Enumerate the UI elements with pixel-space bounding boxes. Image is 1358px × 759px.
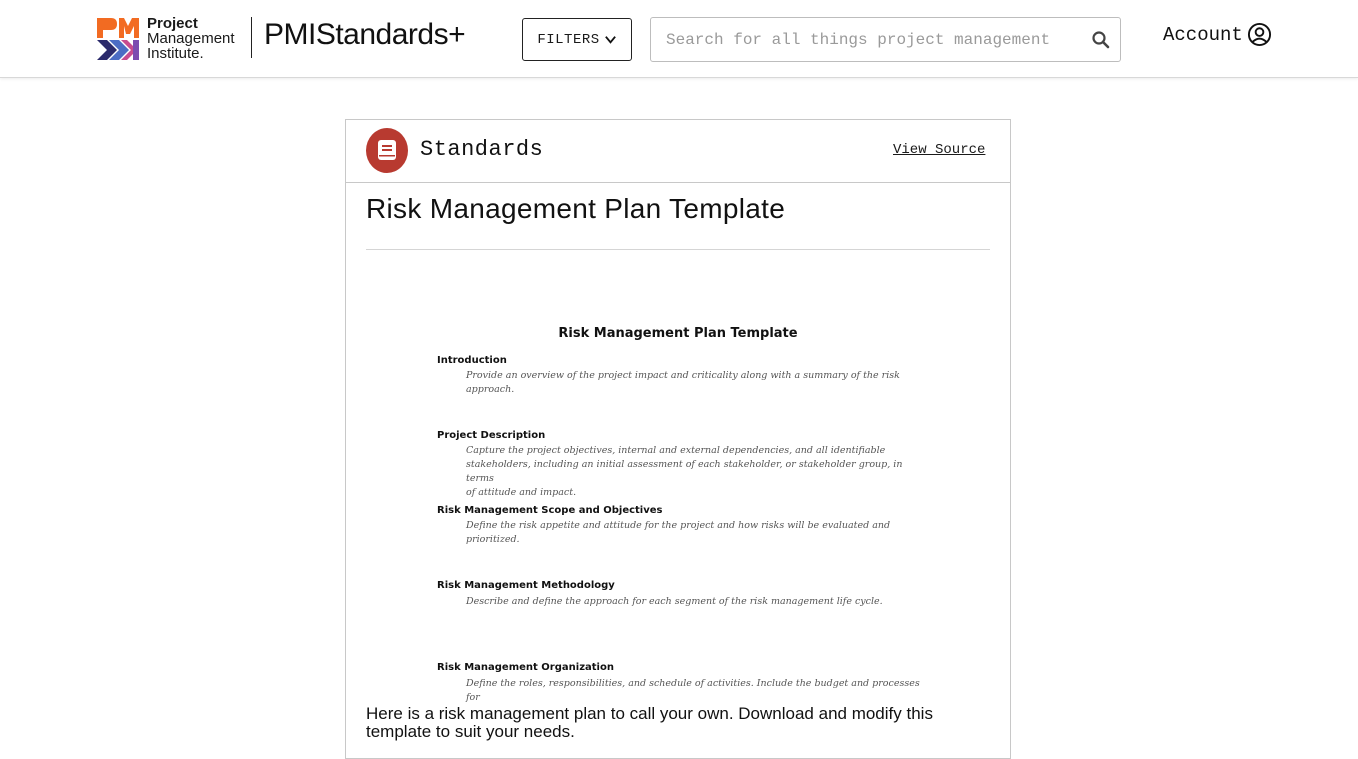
- filters-button[interactable]: [522, 18, 632, 61]
- filters-label: FILTERS: [537, 31, 600, 48]
- doc-section-text: [466, 369, 926, 397]
- search-input[interactable]: [666, 18, 1086, 61]
- resource-summary: Here is a risk management plan to call your own. Download and modify this template to suit your needs.: [366, 704, 933, 741]
- doc-section-text: [466, 677, 926, 705]
- category-badge: [366, 128, 408, 173]
- user-circle-icon: [1247, 22, 1272, 47]
- logo-line-1: Project: [147, 15, 198, 32]
- view-source-link[interactable]: View Source: [893, 142, 986, 158]
- doc-line: Provide an overview of the project impact and criticality along with a summary of the risk: [466, 370, 900, 381]
- doc-section-heading: Risk Management Methodology: [437, 580, 615, 591]
- site-header: [0, 0, 1358, 78]
- document-icon: [377, 139, 397, 161]
- doc-line: prioritized.: [466, 534, 520, 545]
- search-box: [650, 17, 1121, 62]
- doc-line: Define the risk appetite and attitude for the project and how risks will be evaluated and: [466, 520, 891, 531]
- doc-section-text: [466, 519, 926, 547]
- page-title: Risk Management Plan Template: [366, 193, 786, 224]
- doc-section-heading: Project Description: [437, 430, 546, 441]
- logo-line-2: Management: [147, 30, 235, 47]
- doc-section-heading: Introduction: [437, 355, 507, 366]
- pmi-logo-text: [147, 16, 235, 61]
- doc-title: Risk Management Plan Template: [558, 326, 798, 341]
- pmi-logo[interactable]: [97, 16, 235, 61]
- card-header: [346, 120, 1010, 183]
- category-label: Standards: [420, 137, 544, 162]
- doc-section-heading: Risk Management Organization: [437, 662, 614, 673]
- account-button[interactable]: [1163, 22, 1272, 47]
- doc-line: Describe and define the approach for each segment of the risk management life cycle.: [466, 596, 883, 607]
- chevron-down-icon: [604, 33, 617, 46]
- document-preview[interactable]: [346, 310, 1010, 703]
- doc-line: stakeholders, including an initial assessment of each stakeholder, or stakeholder group, in terms: [466, 459, 903, 484]
- doc-line: of attitude and impact.: [466, 487, 577, 498]
- doc-section-heading: Risk Management Scope and Objectives: [437, 505, 663, 516]
- doc-line: approach.: [466, 384, 515, 395]
- brand-title[interactable]: PMIStandards+: [264, 18, 466, 51]
- account-label: Account: [1163, 23, 1243, 46]
- pmi-logo-mark-icon: [97, 18, 139, 60]
- logo-divider: [251, 17, 252, 58]
- doc-line: Define the roles, responsibilities, and schedule of activities. Include the budget and processes for: [466, 678, 920, 703]
- title-divider: [366, 249, 990, 250]
- logo-line-3: Institute.: [147, 45, 204, 62]
- resource-card: [345, 119, 1011, 759]
- doc-line: Capture the project objectives, internal and external dependencies, and all identifiable: [466, 445, 886, 456]
- search-icon[interactable]: [1091, 30, 1111, 50]
- doc-section-text: [466, 444, 926, 500]
- doc-section-text: [466, 595, 926, 609]
